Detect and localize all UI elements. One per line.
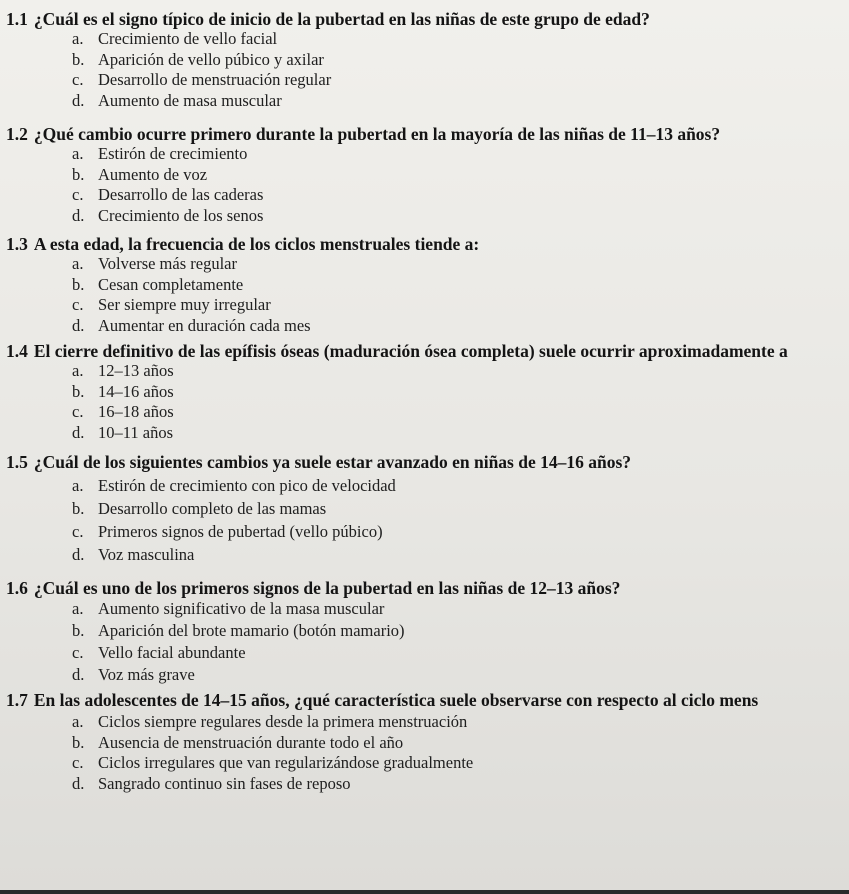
option-a[interactable] bbox=[72, 598, 405, 620]
option-text: Desarrollo completo de las mamas bbox=[98, 499, 327, 518]
option-text: Crecimiento de vello facial bbox=[98, 29, 278, 48]
question-1-2 bbox=[6, 124, 720, 144]
option-text: Sangrado continuo sin fases de reposo bbox=[98, 773, 351, 793]
question-number: 1.4 bbox=[6, 341, 28, 361]
option-b[interactable] bbox=[72, 620, 405, 642]
option-text: Aumento significativo de la masa muscular bbox=[98, 599, 385, 618]
option-letter: a. bbox=[72, 254, 84, 273]
option-text: Crecimiento de los senos bbox=[98, 205, 264, 225]
option-letter: a. bbox=[72, 144, 84, 163]
question-text: El cierre definitivo de las epífisis óseas (maduración ósea completa) suele ocurrir aproximadamente a bbox=[33, 341, 788, 361]
option-letter: b. bbox=[72, 164, 85, 184]
option-text: Volverse más regular bbox=[98, 254, 237, 273]
option-text: Aparición del brote mamario (botón mamario) bbox=[98, 621, 405, 640]
option-c[interactable] bbox=[72, 402, 174, 423]
option-text: Aparición de vello púbico y axilar bbox=[98, 49, 324, 69]
option-c[interactable] bbox=[72, 70, 331, 91]
option-text: 10–11 años bbox=[98, 422, 174, 442]
options-1-1 bbox=[72, 29, 331, 111]
option-b[interactable] bbox=[72, 165, 263, 186]
option-text: Aumentar en duración cada mes bbox=[98, 315, 311, 335]
question-1-5 bbox=[6, 452, 631, 472]
question-text: ¿Cuál de los siguientes cambios ya suele estar avanzado en niñas de 14–16 años? bbox=[33, 452, 632, 472]
question-number: 1.3 bbox=[6, 234, 28, 254]
option-letter: b. bbox=[72, 49, 85, 69]
option-b[interactable] bbox=[72, 50, 331, 71]
option-letter: c. bbox=[72, 402, 84, 421]
option-letter: a. bbox=[72, 361, 84, 380]
page-bottom-edge bbox=[0, 890, 849, 894]
option-a[interactable] bbox=[72, 712, 473, 733]
option-text: Desarrollo de menstruación regular bbox=[98, 70, 332, 89]
options-1-5 bbox=[72, 474, 396, 566]
option-text: 14–16 años bbox=[98, 381, 174, 401]
option-text: Ciclos irregulares que van regularizándose gradualmente bbox=[98, 753, 474, 772]
option-letter: b. bbox=[72, 381, 85, 401]
option-c[interactable] bbox=[72, 753, 473, 774]
question-text: A esta edad, la frecuencia de los ciclos menstruales tiende a: bbox=[33, 234, 480, 254]
question-text: ¿Qué cambio ocurre primero durante la pubertad en la mayoría de las niñas de 11–13 años? bbox=[33, 124, 721, 144]
options-1-6 bbox=[72, 598, 405, 686]
option-text: Ciclos siempre regulares desde la primera menstruación bbox=[98, 712, 468, 731]
question-number: 1.5 bbox=[6, 452, 28, 472]
option-letter: d. bbox=[72, 665, 85, 684]
option-text: 16–18 años bbox=[98, 402, 174, 421]
option-a[interactable] bbox=[72, 144, 263, 165]
option-d[interactable] bbox=[72, 543, 396, 566]
option-d[interactable] bbox=[72, 423, 174, 444]
option-d[interactable] bbox=[72, 91, 331, 112]
option-letter: a. bbox=[72, 29, 84, 48]
option-letter: d. bbox=[72, 90, 85, 110]
option-c[interactable] bbox=[72, 520, 396, 543]
option-d[interactable] bbox=[72, 206, 263, 227]
option-letter: d. bbox=[72, 545, 85, 564]
option-letter: d. bbox=[72, 773, 85, 793]
options-1-3 bbox=[72, 254, 311, 336]
option-letter: c. bbox=[72, 643, 84, 662]
question-text: ¿Cuál es uno de los primeros signos de la pubertad en las niñas de 12–13 años? bbox=[33, 578, 621, 598]
option-text: 12–13 años bbox=[98, 361, 174, 380]
option-letter: a. bbox=[72, 476, 84, 495]
question-text: En las adolescentes de 14–15 años, ¿qué característica suele observarse con respecto al ciclo mens bbox=[33, 690, 759, 710]
option-b[interactable] bbox=[72, 275, 311, 296]
option-letter: d. bbox=[72, 205, 85, 225]
option-text: Aumento de voz bbox=[98, 164, 208, 184]
question-1-7 bbox=[6, 690, 758, 710]
option-text: Voz masculina bbox=[98, 545, 195, 564]
option-letter: a. bbox=[72, 712, 84, 731]
option-text: Estirón de crecimiento con pico de velocidad bbox=[98, 476, 396, 495]
question-1-6 bbox=[6, 578, 620, 598]
option-text: Desarrollo de las caderas bbox=[98, 185, 264, 204]
option-d[interactable] bbox=[72, 774, 473, 795]
option-letter: b. bbox=[72, 732, 85, 752]
question-number: 1.2 bbox=[6, 124, 28, 144]
option-text: Aumento de masa muscular bbox=[98, 90, 282, 110]
question-1-3 bbox=[6, 234, 479, 254]
option-b[interactable] bbox=[72, 497, 396, 520]
option-letter: d. bbox=[72, 315, 85, 335]
option-a[interactable] bbox=[72, 474, 396, 497]
option-text: Vello facial abundante bbox=[98, 643, 246, 662]
option-c[interactable] bbox=[72, 295, 311, 316]
options-1-7 bbox=[72, 712, 473, 794]
option-letter: b. bbox=[72, 621, 85, 640]
option-text: Estirón de crecimiento bbox=[98, 144, 248, 163]
option-letter: d. bbox=[72, 422, 85, 442]
options-1-2 bbox=[72, 144, 263, 226]
option-text: Ausencia de menstruación durante todo el año bbox=[98, 732, 404, 752]
question-1-4 bbox=[6, 341, 788, 361]
question-number: 1.7 bbox=[6, 690, 28, 710]
option-text: Cesan completamente bbox=[98, 274, 244, 294]
option-d[interactable] bbox=[72, 316, 311, 337]
option-letter: b. bbox=[72, 274, 85, 294]
option-c[interactable] bbox=[72, 185, 263, 206]
option-text: Voz más grave bbox=[98, 665, 195, 684]
option-a[interactable] bbox=[72, 254, 311, 275]
option-letter: c. bbox=[72, 295, 84, 314]
option-c[interactable] bbox=[72, 642, 405, 664]
option-a[interactable] bbox=[72, 361, 174, 382]
option-letter: c. bbox=[72, 185, 84, 204]
question-1-1 bbox=[6, 9, 650, 29]
option-text: Primeros signos de pubertad (vello púbico) bbox=[98, 522, 383, 541]
option-a[interactable] bbox=[72, 29, 331, 50]
options-1-4 bbox=[72, 361, 174, 443]
option-d[interactable] bbox=[72, 664, 405, 686]
option-text: Ser siempre muy irregular bbox=[98, 295, 271, 314]
option-letter: c. bbox=[72, 522, 84, 541]
question-number: 1.1 bbox=[6, 9, 28, 29]
option-letter: c. bbox=[72, 70, 84, 89]
question-text: ¿Cuál es el signo típico de inicio de la pubertad en las niñas de este grupo de edad? bbox=[33, 9, 650, 29]
option-letter: b. bbox=[72, 499, 85, 518]
option-b[interactable] bbox=[72, 382, 174, 403]
option-b[interactable] bbox=[72, 733, 473, 754]
option-letter: a. bbox=[72, 599, 84, 618]
option-letter: c. bbox=[72, 753, 84, 772]
question-number: 1.6 bbox=[6, 578, 28, 598]
